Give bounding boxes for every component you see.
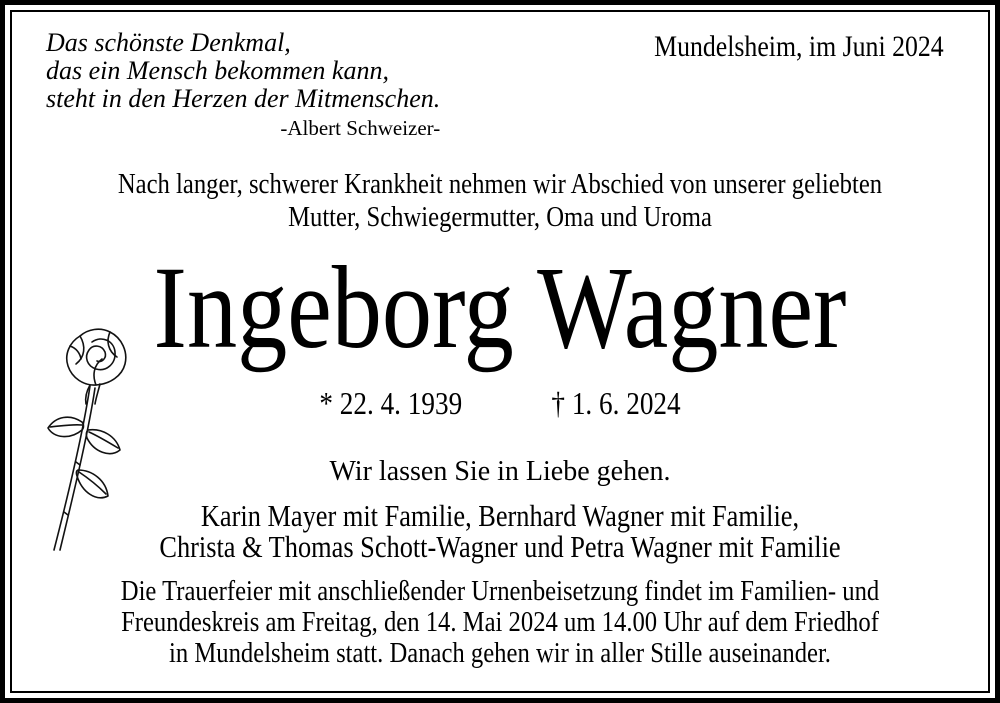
rose-icon xyxy=(40,322,145,557)
quote-block xyxy=(46,29,440,113)
life-dates xyxy=(85,385,915,421)
funeral-line: Die Trauerfeier mit anschließender Urnenbeisetzung findet im Familien- und xyxy=(120,574,880,607)
intro-text xyxy=(85,168,915,234)
birth-date: * 22. 4. 1939 xyxy=(319,384,463,421)
intro-line: Mutter, Schwiegermutter, Oma und Uroma xyxy=(288,201,712,233)
intro-line: Nach langer, schwerer Krankheit nehmen wir Abschied von unserer geliebten xyxy=(117,168,883,200)
quote-line: Das schönste Denkmal, xyxy=(46,28,291,57)
quote-line: das ein Mensch bekommen kann, xyxy=(46,56,389,85)
farewell-text: Wir lassen Sie in Liebe gehen. xyxy=(329,455,671,487)
family-names xyxy=(85,497,915,564)
family-line: Karin Mayer mit Familie, Bernhard Wagner mit Familie, xyxy=(200,497,800,533)
inner-frame xyxy=(10,10,990,693)
deceased-name: Ingeborg Wagner xyxy=(153,242,847,373)
family-line: Christa & Thomas Schott-Wagner und Petra Wagner mit Familie xyxy=(159,528,841,564)
notice-header xyxy=(12,12,988,140)
funeral-line: in Mundelsheim statt. Danach gehen wir in aller Stille auseinander. xyxy=(169,636,831,669)
death-date: † 1. 6. 2024 xyxy=(551,384,681,421)
place-dateline: Mundelsheim, im Juni 2024 xyxy=(654,30,944,63)
funeral-info xyxy=(85,576,915,669)
funeral-line: Freundeskreis am Freitag, den 14. Mai 2024 um 14.00 Uhr auf dem Friedhof xyxy=(121,605,879,638)
quote-attribution: -Albert Schweizer- xyxy=(280,116,441,140)
memorial-quote xyxy=(46,29,440,140)
quote-line: steht in den Herzen der Mitmenschen. xyxy=(46,84,441,113)
